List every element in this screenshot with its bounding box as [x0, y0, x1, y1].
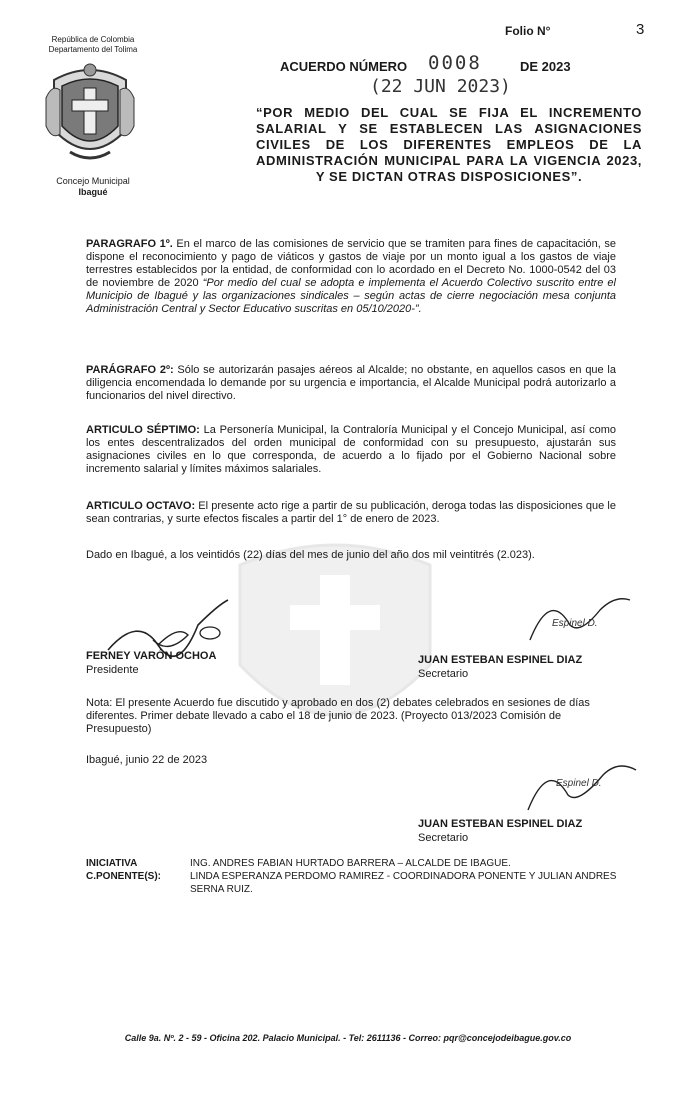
republic-heading — [28, 35, 158, 55]
concejo-name: Concejo Municipal — [56, 176, 130, 186]
article-7-text: La Personería Municipal, la Contraloría Municipal y el Concejo Municipal, así como los entes descentralizados del orden municipal de conformidad con su presupuesto, ajustarán sus asignaciones civiles en lo que corresponda, de acuerdo a lo fijado por el Gobierno Nacional sobre incremento salarial y límites máximos salariales. — [86, 424, 616, 475]
paragraph-2 — [86, 364, 616, 403]
note-date: Ibagué, junio 22 de 2023 — [86, 754, 208, 766]
iniciativa-line-1: ING. ANDRES FABIAN HURTADO BARRERA – ALCALDE DE IBAGUE. — [190, 858, 511, 869]
department-line: Departamento del Tolima — [48, 45, 138, 54]
article-8-label: ARTICULO OCTAVO: — [86, 500, 196, 512]
document-title: “POR MEDIO DEL CUAL SE FIJA EL INCREMENTO SALARIAL Y SE ESTABLECEN LAS ASIGNACIONES CIVILES DE LOS DIFERENTES EMPLEOS DE LA ADMINISTRACIÓN MUNICIPAL PARA LA VIGENCIA 2023, Y SE DICTAN OTRAS DISPOSICIONES”. — [256, 105, 642, 184]
article-7-label: ARTICULO SÉPTIMO: — [86, 424, 200, 436]
paragraph-1-text: En el marco de las comisiones de servicio que se tramiten para fines de capacitación, se dispone el reconocimiento y pago de viáticos y gastos de viaje por un monto igual a los gastos de viaje terrestres establecidos por la entidad, de conformidad con lo acordado en el Decreto No. 1000-0542 del 03 de noviembre de 2020 — [86, 238, 616, 289]
article-8 — [86, 500, 616, 526]
paragraph-1 — [86, 238, 616, 316]
issued-date-text: Dado en Ibagué, a los veintidós (22) días del mes de junio del año dos mil veintitrés (2.023). — [86, 549, 535, 561]
secretary-signature-icon — [520, 580, 640, 650]
footer-contact: Calle 9a. Nº. 2 - 59 - Oficina 202. Palacio Municipal. - Tel: 2611136 - Correo: pqr@concejodeibague.gov.co — [124, 1033, 572, 1043]
president-name: FERNEY VARÓN OCHOA — [86, 650, 217, 662]
ponentes-label: C.PONENTE(S): — [86, 871, 161, 882]
secretary-signature-2-text: Espinel D. — [556, 778, 602, 789]
iniciativa-text — [190, 857, 650, 896]
secretary-role-2: Secretario — [418, 832, 469, 844]
secretary-name: JUAN ESTEBAN ESPINEL DIAZ — [418, 654, 583, 666]
acuerdo-year: DE 2023 — [520, 59, 571, 74]
president-role: Presidente — [86, 664, 139, 676]
coat-of-arms-logo — [44, 60, 136, 172]
acuerdo-label: ACUERDO NÚMERO — [280, 59, 408, 74]
secretary-signature-text: Espinel D. — [552, 618, 598, 629]
city-name: Ibagué — [78, 187, 108, 197]
iniciativa-line-2: LINDA ESPERANZA PERDOMO RAMIREZ - COORDINADORA PONENTE Y JULIAN ANDRES SERNA RUIZ. — [190, 871, 617, 895]
folio-label: Folio N° — [505, 24, 551, 38]
republic-line: República de Colombia — [51, 35, 135, 44]
article-7 — [86, 424, 616, 476]
paragraph-1-quote: “Por medio del cual se adopta e implementa el Acuerdo Colectivo suscrito entre el Municipio de Ibagué y las organizaciones sindicales – según actas de cierre negociación mesa conjunta Administración Central y Sector Educativo suscritas en 05/10/2020-”. — [86, 277, 616, 315]
iniciativa-label: INICIATIVA — [86, 858, 138, 869]
secretary-name-2: JUAN ESTEBAN ESPINEL DIAZ — [418, 818, 583, 830]
folio-number: 3 — [636, 21, 645, 38]
secretary-role: Secretario — [418, 668, 469, 680]
concejo-heading — [28, 176, 158, 198]
note-text: Nota: El presente Acuerdo fue discutido y aprobado en dos (2) debates celebrados en sesiones de días diferentes. Primer debate llevado a cabo el 18 de junio de 2023. (Proyecto 013/2023 Comisión de Presupuesto) — [86, 697, 590, 735]
paragraph-1-label: PARAGRAFO 1º. — [86, 238, 173, 250]
article-8-text: El presente acto rige a partir de su publicación, deroga todas las disposiciones que le sean contrarias, y surte efectos fiscales a partir del 1° de enero de 2023. — [86, 500, 616, 525]
paragraph-2-text: Sólo se autorizarán pasajes aéreos al Alcalde; no obstante, en aquellos casos en que la diligencia encomendada lo demande por su urgencia e importancia, el Alcalde Municipal podrá autorizarlo a funcionarios del nivel directivo. — [86, 364, 616, 402]
acuerdo-number: 0008 — [428, 52, 482, 74]
stamp-date: (22 JUN 2023) — [370, 76, 511, 97]
paragraph-2-label: PARÁGRAFO 2º: — [86, 364, 174, 376]
